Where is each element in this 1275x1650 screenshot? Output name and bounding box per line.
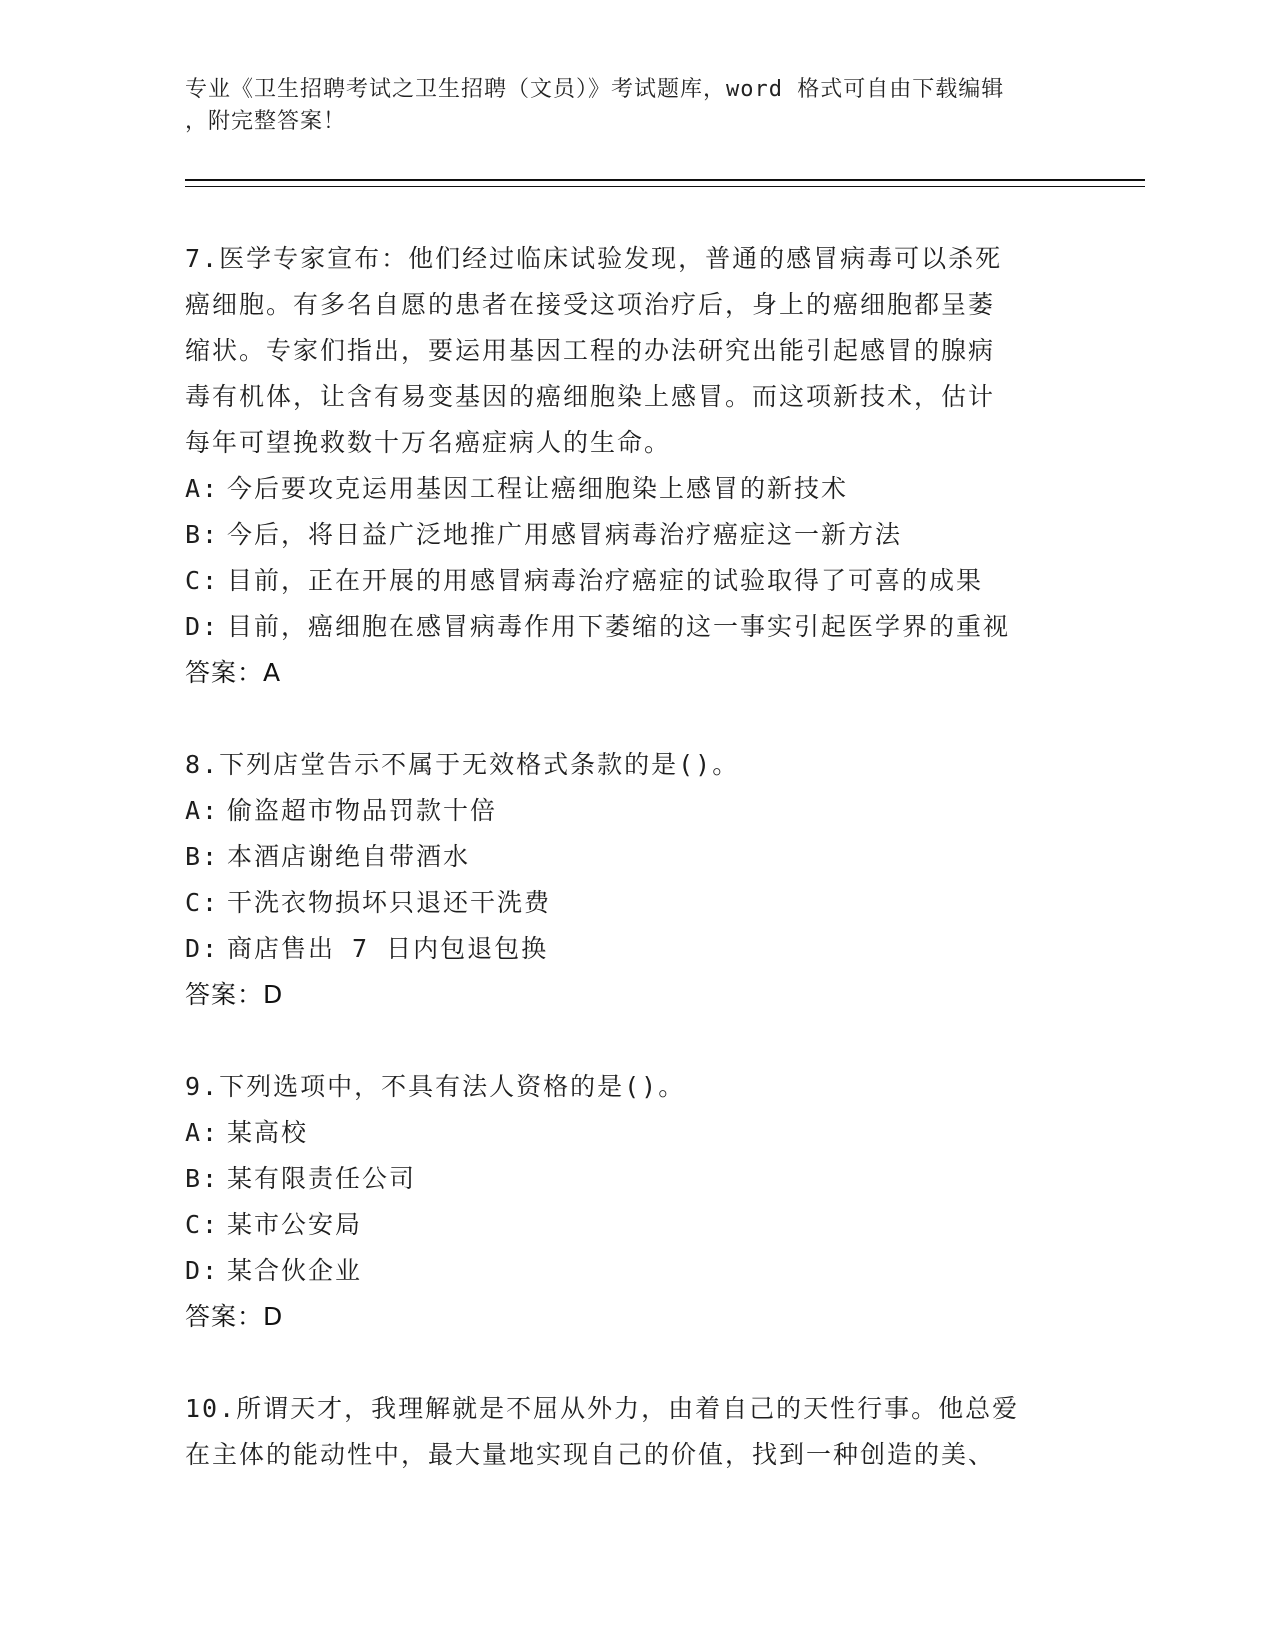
answer-line: 答案：D [185,980,284,1009]
option-text: 目前，正在开展的用感冒病毒治疗癌症的试验取得了可喜的成果 [227,566,984,595]
question-stem-line: 7.医学专家宣布：他们经过临床试验发现，普通的感冒病毒可以杀死 [185,244,1003,273]
answer-option [185,512,1075,558]
question-block [185,236,1075,696]
answer-option [185,1248,1075,1294]
option-key: D: [185,1256,220,1285]
option-key: C: [185,888,220,917]
header-line-1: 专业《卫生招聘考试之卫生招聘（文员）》考试题库，word 格式可自由下载编辑 [185,77,1005,102]
question-stem-line: 10.所谓天才，我理解就是不屈从外力，由着自己的天性行事。他总爱 [185,1394,1020,1423]
option-key: D: [185,612,220,641]
option-key: A: [185,796,220,825]
option-key: C: [185,1210,220,1239]
question-stem-line: 在主体的能动性中，最大量地实现自己的价值，找到一种创造的美、 [185,1440,996,1469]
option-text: 某合伙企业 [227,1256,363,1285]
answer-option [185,1110,1075,1156]
question-stem-line: 毒有机体，让含有易变基因的癌细胞染上感冒。而这项新技术，估计 [185,382,996,411]
option-key: D: [185,934,220,963]
option-text: 某市公安局 [227,1210,363,1239]
option-text: 某有限责任公司 [227,1164,417,1193]
answer-option [185,834,1075,880]
question-block [185,1386,1075,1478]
question-stem-line: 每年可望挽救数十万名癌症病人的生命。 [185,428,672,457]
option-text: 干洗衣物损坏只退还干洗费 [227,888,552,917]
option-text: 某高校 [227,1118,309,1147]
option-key: B: [185,842,220,871]
header-line-2: ，附完整答案！ [185,109,347,134]
question-list [185,236,1075,1524]
header-divider-thick [185,179,1145,181]
answer-option [185,604,1075,650]
answer-line: 答案：D [185,1302,284,1331]
option-text: 目前，癌细胞在感冒病毒作用下萎缩的这一事实引起医学界的重视 [227,612,1011,641]
answer-option [185,926,1075,972]
document-header [185,74,1065,138]
question-stem-line: 9.下列选项中，不具有法人资格的是()。 [185,1072,686,1101]
option-key: C: [185,566,220,595]
answer-option [185,1202,1075,1248]
answer-line: 答案：A [185,658,282,687]
question-stem-line: 缩状。专家们指出，要运用基因工程的办法研究出能引起感冒的腺病 [185,336,996,365]
header-divider-thin [185,186,1145,187]
option-key: A: [185,474,220,503]
option-key: B: [185,520,220,549]
option-text: 今后，将日益广泛地推广用感冒病毒治疗癌症这一新方法 [227,520,903,549]
answer-option [185,1156,1075,1202]
option-text: 商店售出 7 日内包退包换 [227,934,549,963]
option-text: 今后要攻克运用基因工程让癌细胞染上感冒的新技术 [227,474,849,503]
option-key: A: [185,1118,220,1147]
question-block [185,1064,1075,1340]
option-text: 偷盗超市物品罚款十倍 [227,796,498,825]
option-text: 本酒店谢绝自带酒水 [227,842,471,871]
question-stem-line: 癌细胞。有多名自愿的患者在接受这项治疗后，身上的癌细胞都呈萎 [185,290,996,319]
option-key: B: [185,1164,220,1193]
question-stem-line: 8.下列店堂告示不属于无效格式条款的是()。 [185,750,740,779]
answer-option [185,466,1075,512]
answer-option [185,880,1075,926]
question-block [185,742,1075,1018]
answer-option [185,788,1075,834]
answer-option [185,558,1075,604]
